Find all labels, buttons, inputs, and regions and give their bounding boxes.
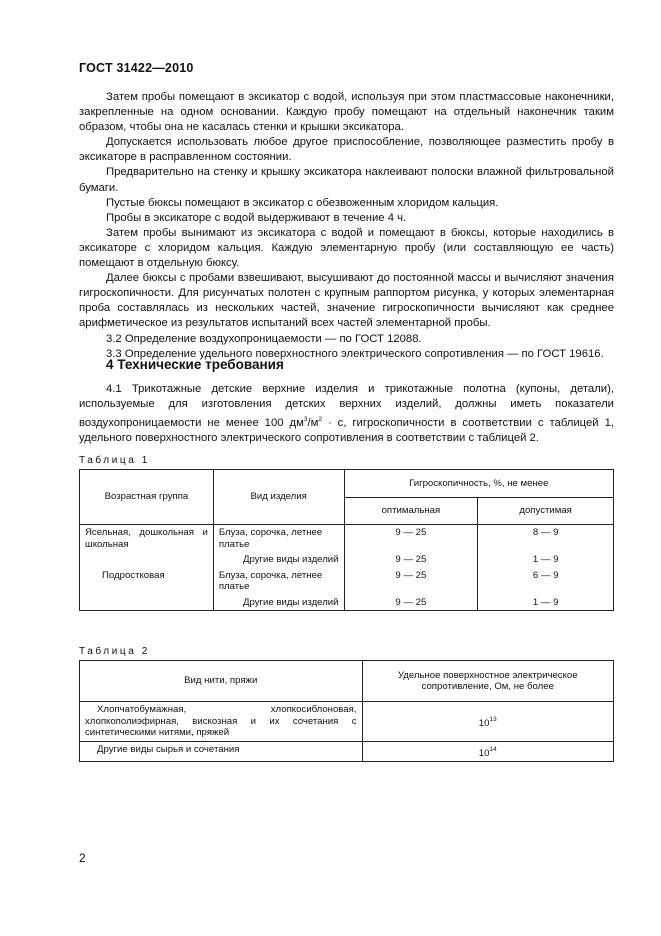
paragraph: Затем пробы помещают в эксикатор с водой, используя при этом пластмассовые наконечники, закрепленные на одном основании. Каждую пробу помещают на отдельный наконечник таким образом, чтобы она не касалась стенки и крышки эксикатора. (79, 91, 614, 134)
table-row (80, 741, 614, 762)
paragraph: Затем пробы вынимают из эксикатора с водой и помещают в бюксы, которые находились в эксикаторе с хлоридом кальция. Каждую элементарную пробу (или составляющую ее часть) помещают в отдельную бюксу. (79, 226, 614, 270)
header-cell: Вид нити, пряжи (80, 661, 363, 702)
header-cell: Вид изделия (213, 470, 344, 525)
table-row (80, 702, 614, 742)
table-row (80, 525, 614, 553)
cell-item: Другие виды изделий (213, 552, 344, 568)
superscript: 2 (318, 416, 322, 424)
cell-group (80, 595, 214, 611)
header-cell: оптимальная (344, 497, 478, 525)
paragraph: Допускается использовать любое другое приспособление, позволяющее разместить пробу в эксикаторе в расправленном состоянии. (79, 136, 614, 164)
table-header-row (80, 661, 614, 702)
value-base: 10 (478, 717, 490, 729)
cell-item: Другие виды изделий (213, 595, 344, 611)
cell-yarn: Хлопчатобумажная, хлопкосиблоновая, хлопкополиэфирная, вискозная и их сочетания с синтетическими нитями, пряжей (80, 702, 363, 742)
header-cell: Удельное поверхностное электрическое сопротивление, Ом, не более (362, 661, 614, 702)
cell-opt: 9 — 25 (344, 568, 478, 595)
cell-group (80, 552, 214, 568)
paragraph: Пустые бюксы помещают в эксикатор с обезвоженным хлоридом кальция. (106, 196, 499, 209)
table-2 (79, 660, 614, 762)
table-1 (79, 469, 614, 611)
text-part: /м (307, 417, 319, 430)
table-row (80, 552, 614, 568)
section-text (79, 382, 614, 446)
paragraph: Предварительно на стенку и крышку эксикатора наклеивают полоски влажной фильтровальной бумаги. (79, 166, 614, 194)
value-base: 10 (478, 747, 490, 759)
cell-item: Блуза, сорочка, летнее платье (213, 525, 344, 553)
cell-allowed: 8 — 9 (478, 525, 614, 553)
paragraph: Пробы в эксикаторе с водой выдерживают в течение 4 ч. (106, 211, 407, 224)
paragraph: 3.2 Определение воздухопроницаемости — по ГОСТ 12088. (106, 332, 422, 345)
cell-resistance (362, 741, 614, 762)
cell-allowed: 1 — 9 (478, 552, 614, 568)
cell-opt: 9 — 25 (344, 595, 478, 611)
cell-group: Подростковая (80, 568, 214, 595)
header-cell: допустимая (478, 497, 614, 525)
paragraph (79, 382, 614, 446)
table-row (80, 568, 614, 595)
header-cell: Гигроскопичность, %, не менее (344, 470, 613, 498)
cell-group: Ясельная, дошкольная и школьная (80, 525, 214, 553)
cell-opt: 9 — 25 (344, 525, 478, 553)
cell-allowed: 6 — 9 (478, 568, 614, 595)
cell-yarn: Другие виды сырья и сочетания (80, 741, 363, 762)
cell-allowed: 1 — 9 (478, 595, 614, 611)
cell-item: Блуза, сорочка, летнее платье (213, 568, 344, 595)
paragraph: Далее бюксы с пробами взвешивают, высушивают до постоянной массы и вычисляют значения гигроскопичности. Для рисунчатых полотен с крупным раппортом рисунка, у которых элементарная проба составлялась из нескольких частей, значение гигроскопичности вычисляют как среднее арифметическое из результатов испытаний всех частей элементарной пробы. (79, 272, 614, 330)
table1-caption: Таблица 1 (79, 455, 150, 466)
body-text (79, 90, 614, 362)
paragraph: 3.3 Определение удельного поверхностного электрического сопротивления — по ГОСТ 19616. (106, 347, 604, 360)
page-number: 2 (79, 851, 86, 865)
document-code: ГОСТ 31422—2010 (79, 61, 194, 75)
value-exponent: 14 (489, 745, 497, 753)
table2-caption: Таблица 2 (79, 646, 150, 657)
table-header-row (80, 470, 614, 498)
text-part: 4.1 Трикотажные детские верхние изделия и трикотажные полотна (купоны, детали), используемые для изготовления детских верхних изделий, должны иметь показатели воздухопроницаемости не менее 100 дм (79, 383, 614, 430)
cell-resistance (362, 702, 614, 742)
section-title: 4 Технические требования (106, 357, 284, 372)
superscript: 3 (303, 416, 308, 424)
table-row (80, 595, 614, 611)
text-part: · с, гигроскопичности в соответствии с таблицей 1, удельного поверхностного электрического сопротивления в соответствии с таблицей 2. (79, 417, 614, 445)
value-exponent: 13 (489, 715, 497, 723)
cell-opt: 9 — 25 (344, 552, 478, 568)
header-cell: Возрастная группа (80, 470, 214, 525)
